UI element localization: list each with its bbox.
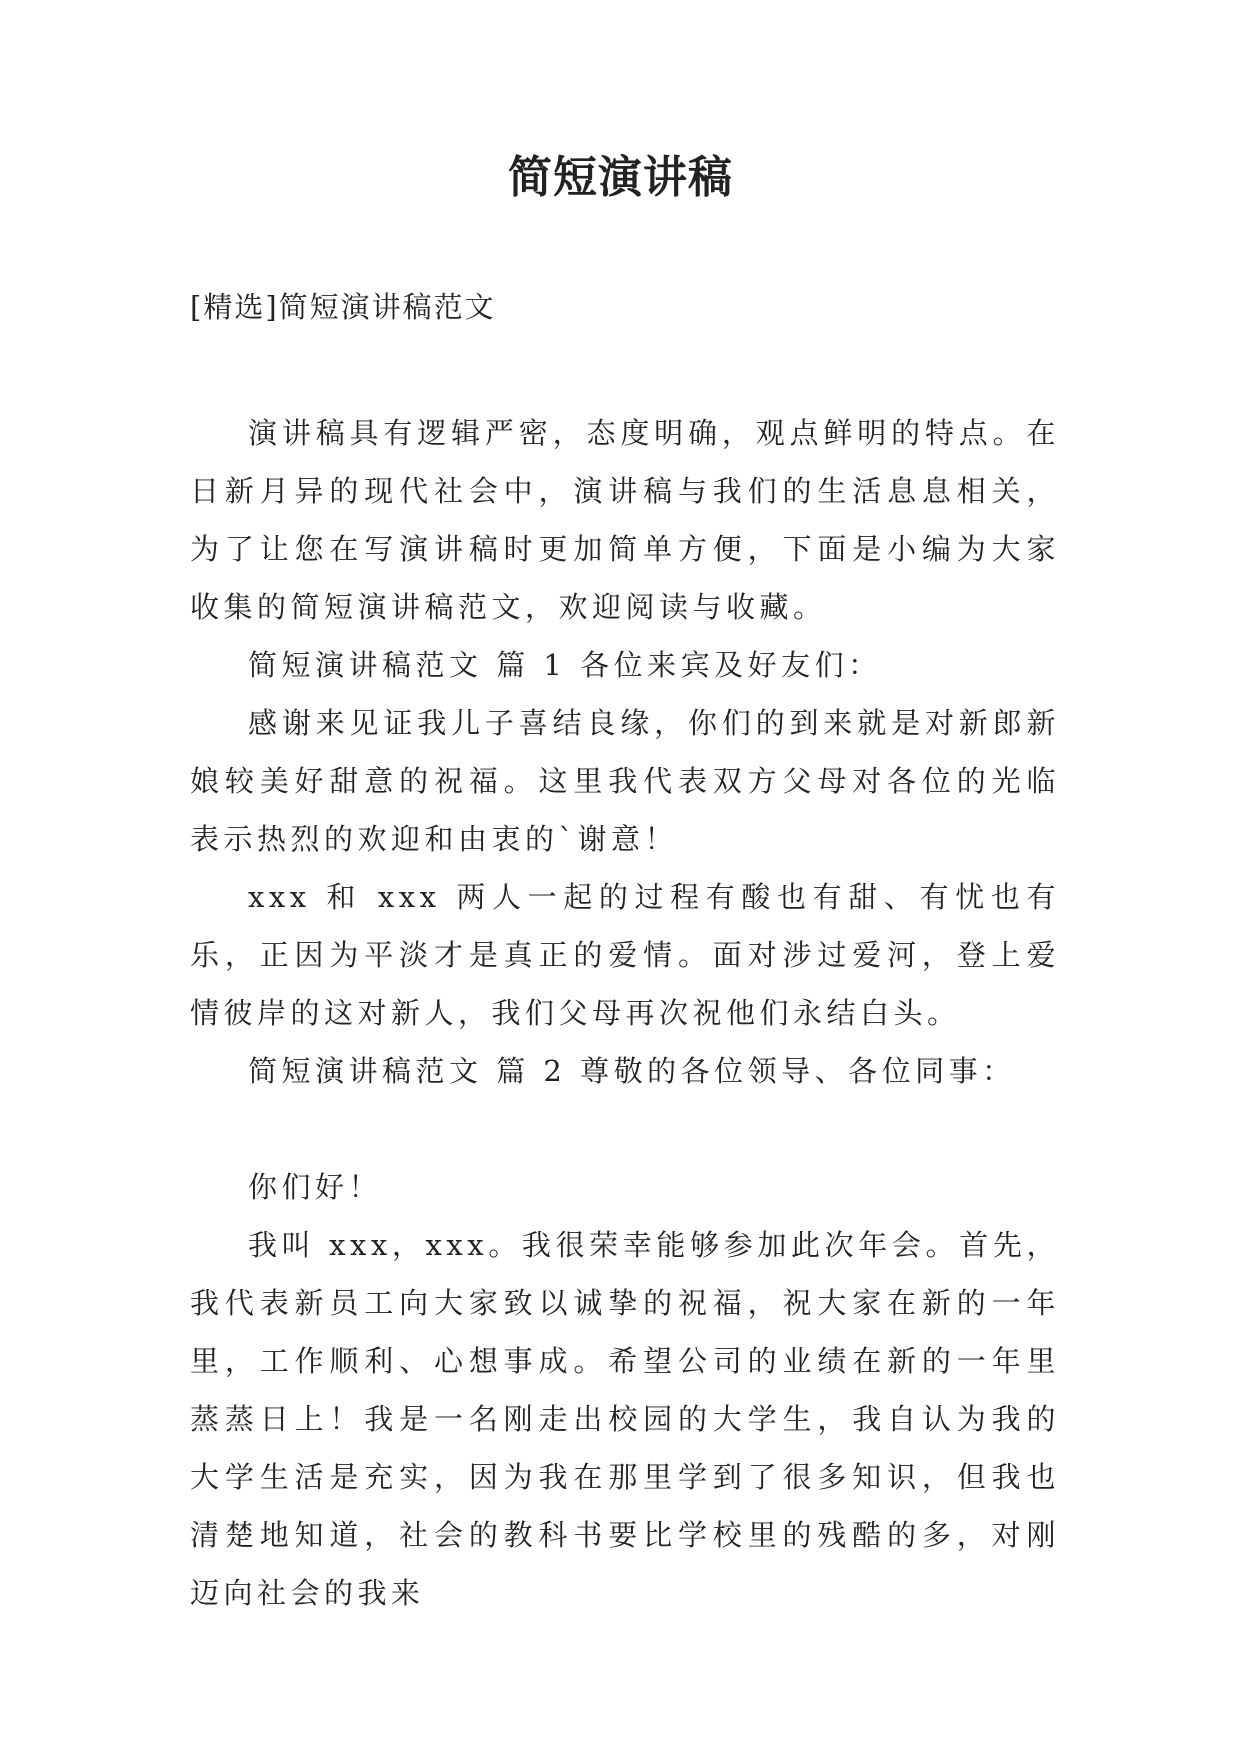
document-title: 简短演讲稿 <box>508 152 733 203</box>
paragraph-section-2-body: 我叫 xxx，xxx。我很荣幸能够参加此次年会。首先，我代表新员工向大家致以诚挚的祝福，祝大家在新的一年里，工作顺利、心想事成。希望公司的业绩在新的一年里蒸蒸日上！我是一名刚走出校园的大学生，我自认为我的大学生活是充实，因为我在那里学到了很多知识，但我也清楚地知道，社会的教科书要比学校里的残酷的多，对刚迈向社会的我来 <box>190 1228 1060 1610</box>
document-body <box>190 404 1060 1622</box>
paragraph-section-1-body: 感谢来见证我儿子喜结良缘，你们的到来就是对新郎新娘较美好甜意的祝福。这里我代表双方父母对各位的光临表示热烈的欢迎和由衷的`谢意！ <box>190 706 1060 856</box>
paragraph-section-1-heading: 简短演讲稿范文 篇 1 各位来宾及好友们： <box>248 648 882 682</box>
document-subtitle: [精选]简短演讲稿范文 <box>190 290 496 324</box>
paragraph-section-2-heading: 简短演讲稿范文 篇 2 尊敬的各位领导、各位同事： <box>248 1054 1016 1088</box>
paragraph-greeting: 你们好！ <box>248 1170 383 1204</box>
paragraph-section-1-body: xxx 和 xxx 两人一起的过程有酸也有甜、有忧也有乐，正因为平淡才是真正的爱情。面对涉过爱河，登上爱情彼岸的这对新人，我们父母再次祝他们永结白头。 <box>190 880 1060 1030</box>
paragraph-intro: 演讲稿具有逻辑严密，态度明确，观点鲜明的特点。在日新月异的现代社会中，演讲稿与我们的生活息息相关，为了让您在写演讲稿时更加简单方便，下面是小编为大家收集的简短演讲稿范文，欢迎阅读与收藏。 <box>190 416 1060 624</box>
